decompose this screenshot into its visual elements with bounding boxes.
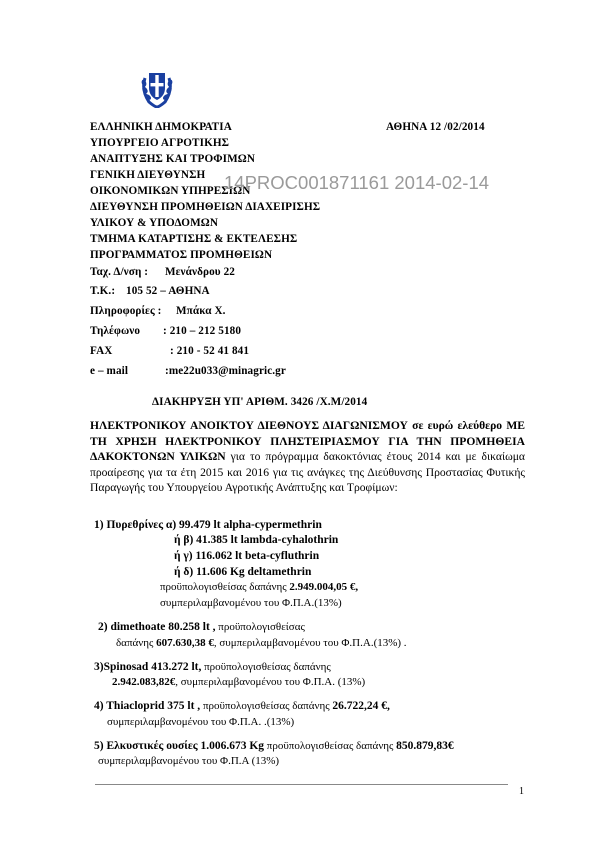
item-1-budget-value: 2.949.004,05 €,	[289, 581, 359, 593]
header-line-5: ΟΙΚΟΝΟΜΙΚΩΝ ΥΠΗΡΕΣΙΩΝ	[90, 185, 251, 197]
item-1-budget-text: προϋπολογισθείσας δαπάνης	[160, 581, 290, 593]
address-value: Μενάνδρου 22	[165, 266, 235, 278]
fax-value: : 210 - 52 41 841	[170, 345, 250, 357]
phone-value: : 210 – 212 5180	[163, 325, 242, 337]
item-5-heading	[94, 740, 454, 752]
item-4-budget-value: 26.722,24 €,	[332, 700, 390, 712]
email-label: e – mail	[90, 365, 129, 377]
item-2-vat: , συμπεριλαμβανομένου του Φ.Π.Α.(13%) .	[213, 637, 407, 649]
header-line-9: ΠΡΟΓΡΑΜΜΑΤΟΣ ΠΡΟΜΗΘΕΙΩΝ	[90, 249, 273, 261]
place-date: ΑΘΗΝΑ 12 /02/2014	[386, 121, 485, 133]
item-2-heading	[98, 621, 305, 633]
document-title: ΔΙΑΚΗΡΥΞΗ ΥΠ' ΑΡΙΘΜ. 3426 /Χ.Μ/2014	[152, 396, 368, 408]
item-3-vat: , συμπεριλαμβανομένου του Φ.Π.Α. (13%)	[175, 676, 366, 688]
intro-bold: ΗΛΕΚΤΡΟΝΙΚΟΥ ΑΝΟΙΚΤΟΥ ΔΙΕΘΝΟΥΣ ΔΙΑΓΩΝΙΣΜΟΥ σε ευρώ ελεύθερο ΜΕ ΤΗ ΧΡΗΣΗ ΗΛΕΚΤΡΟΝΙΚΟΥ ΠΛΗΣΤΕΙΡΙΑΣΜΟΥ ΓΙΑ ΤΗΝ ΠΡΟΜΗΘΕΙΑ ΔΑΚΟΚΤΟΝΩΝ ΥΛΙΚΩΝ	[90, 419, 525, 463]
header-line-1: ΕΛΛΗΝΙΚΗ ΔΗΜΟΚΡΑΤΙΑ	[90, 121, 232, 133]
item-2-budget-value: 607.630,38 €	[156, 637, 214, 649]
info-label: Πληροφορίες :	[90, 305, 162, 317]
item-4-heading	[94, 700, 390, 712]
header-line-3: ΑΝΑΠΤΥΞΗΣ ΚΑΙ ΤΡΟΦΙΜΩΝ	[90, 153, 256, 165]
postal-value: 105 52 – ΑΘΗΝΑ	[126, 285, 210, 297]
item-3-budget	[112, 676, 365, 688]
item-3-budget-value: 2.942.083,82€	[112, 676, 176, 688]
intro-paragraph	[90, 418, 525, 496]
item-1-option-c: ή γ) 116.062 lt beta-cyfluthrin	[174, 550, 320, 562]
header-line-6: ΔΙΕΥΘΥΝΣΗ ΠΡΟΜΗΘΕΙΩΝ ΔΙΑΧΕΙΡΙΣΗΣ	[90, 201, 321, 213]
item-5-budget-text: προϋπολογισθείσας δαπάνης	[264, 740, 397, 752]
item-4-vat: συμπεριλαμβανομένου του Φ.Π.Α. .(13%)	[107, 716, 295, 728]
item-1-option-b: ή β) 41.385 lt lambda-cyhalothrin	[174, 534, 339, 546]
fax-label: FAX	[90, 345, 113, 357]
footer-divider	[95, 784, 508, 785]
document-id-watermark: 14PROC001871161 2014-02-14	[224, 172, 490, 193]
header-line-8: ΤΜΗΜΑ ΚΑΤΑΡΤΙΣΗΣ & ΕΚΤΕΛΕΣΗΣ	[90, 233, 298, 245]
address-label: Ταχ. Δ/νση :	[90, 266, 149, 278]
item-1-option-d: ή δ) 11.606 Kg deltamethrin	[174, 566, 312, 578]
item-5-budget-value: 850.879,83€	[396, 740, 454, 752]
page-number: 1	[519, 786, 524, 797]
item-3-head-rest: προϋπολογισθείσας δαπάνης	[201, 661, 331, 673]
item-5-vat: συμπεριλαμβανομένου του Φ.Π.Α (13%)	[98, 755, 280, 767]
item-2-budget	[116, 637, 407, 649]
postal-label: Τ.Κ.:	[90, 285, 116, 297]
info-value: Μπάκα Χ.	[176, 305, 226, 317]
item-1-budget	[160, 581, 358, 593]
intro-rest: για το πρόγραμμα δακοκτόνιας έτους 2014 και με δικαίωμα προαίρεσης για τα έτη 2015 και 2016 για τις ανάγκες της Διεύθυνσης Προστασίας Φυτικής Παραγωγής του Υπουργείου Αγροτικής Ανάπτυξης και Τροφίμων:	[90, 450, 525, 494]
item-1-head-text: 1) Πυρεθρίνες α) 99.479 lt alpha-cypermethrin	[94, 519, 322, 531]
header-line-4: ΓΕΝΙΚΗ ΔΙΕΥΘΥΝΣΗ	[90, 169, 206, 181]
item-2-head-rest: προϋπολογισθείσας	[215, 621, 305, 633]
header-line-2: ΥΠΟΥΡΓΕΙΟ ΑΓΡΟΤΙΚΗΣ	[90, 137, 230, 149]
item-4-budget-text: προϋπολογισθείσας δαπάνης	[200, 700, 333, 712]
greek-coat-of-arms-icon	[139, 68, 175, 113]
header-line-7: ΥΛΙΚΟΥ & ΥΠΟΔΟΜΩΝ	[90, 217, 219, 229]
item-3-head-text: 3)Spinosad 413.272 lt,	[94, 661, 202, 673]
email-value[interactable]: :me22u033@minagric.gr	[165, 365, 286, 377]
item-3-heading	[94, 661, 331, 673]
item-4-head-text: 4) Thiacloprid 375 lt ,	[94, 700, 201, 712]
phone-label: Τηλέφωνο	[90, 325, 141, 337]
item-1-heading	[94, 519, 322, 531]
item-2-head-text: 2) dimethoate 80.258 lt ,	[98, 621, 216, 633]
item-5-head-text: 5) Ελκυστικές ουσίες 1.006.673 Kg	[94, 740, 265, 752]
item-1-vat: συμπεριλαμβανομένου του Φ.Π.Α.(13%)	[160, 597, 342, 609]
item-2-budget-text: δαπάνης	[116, 637, 157, 649]
